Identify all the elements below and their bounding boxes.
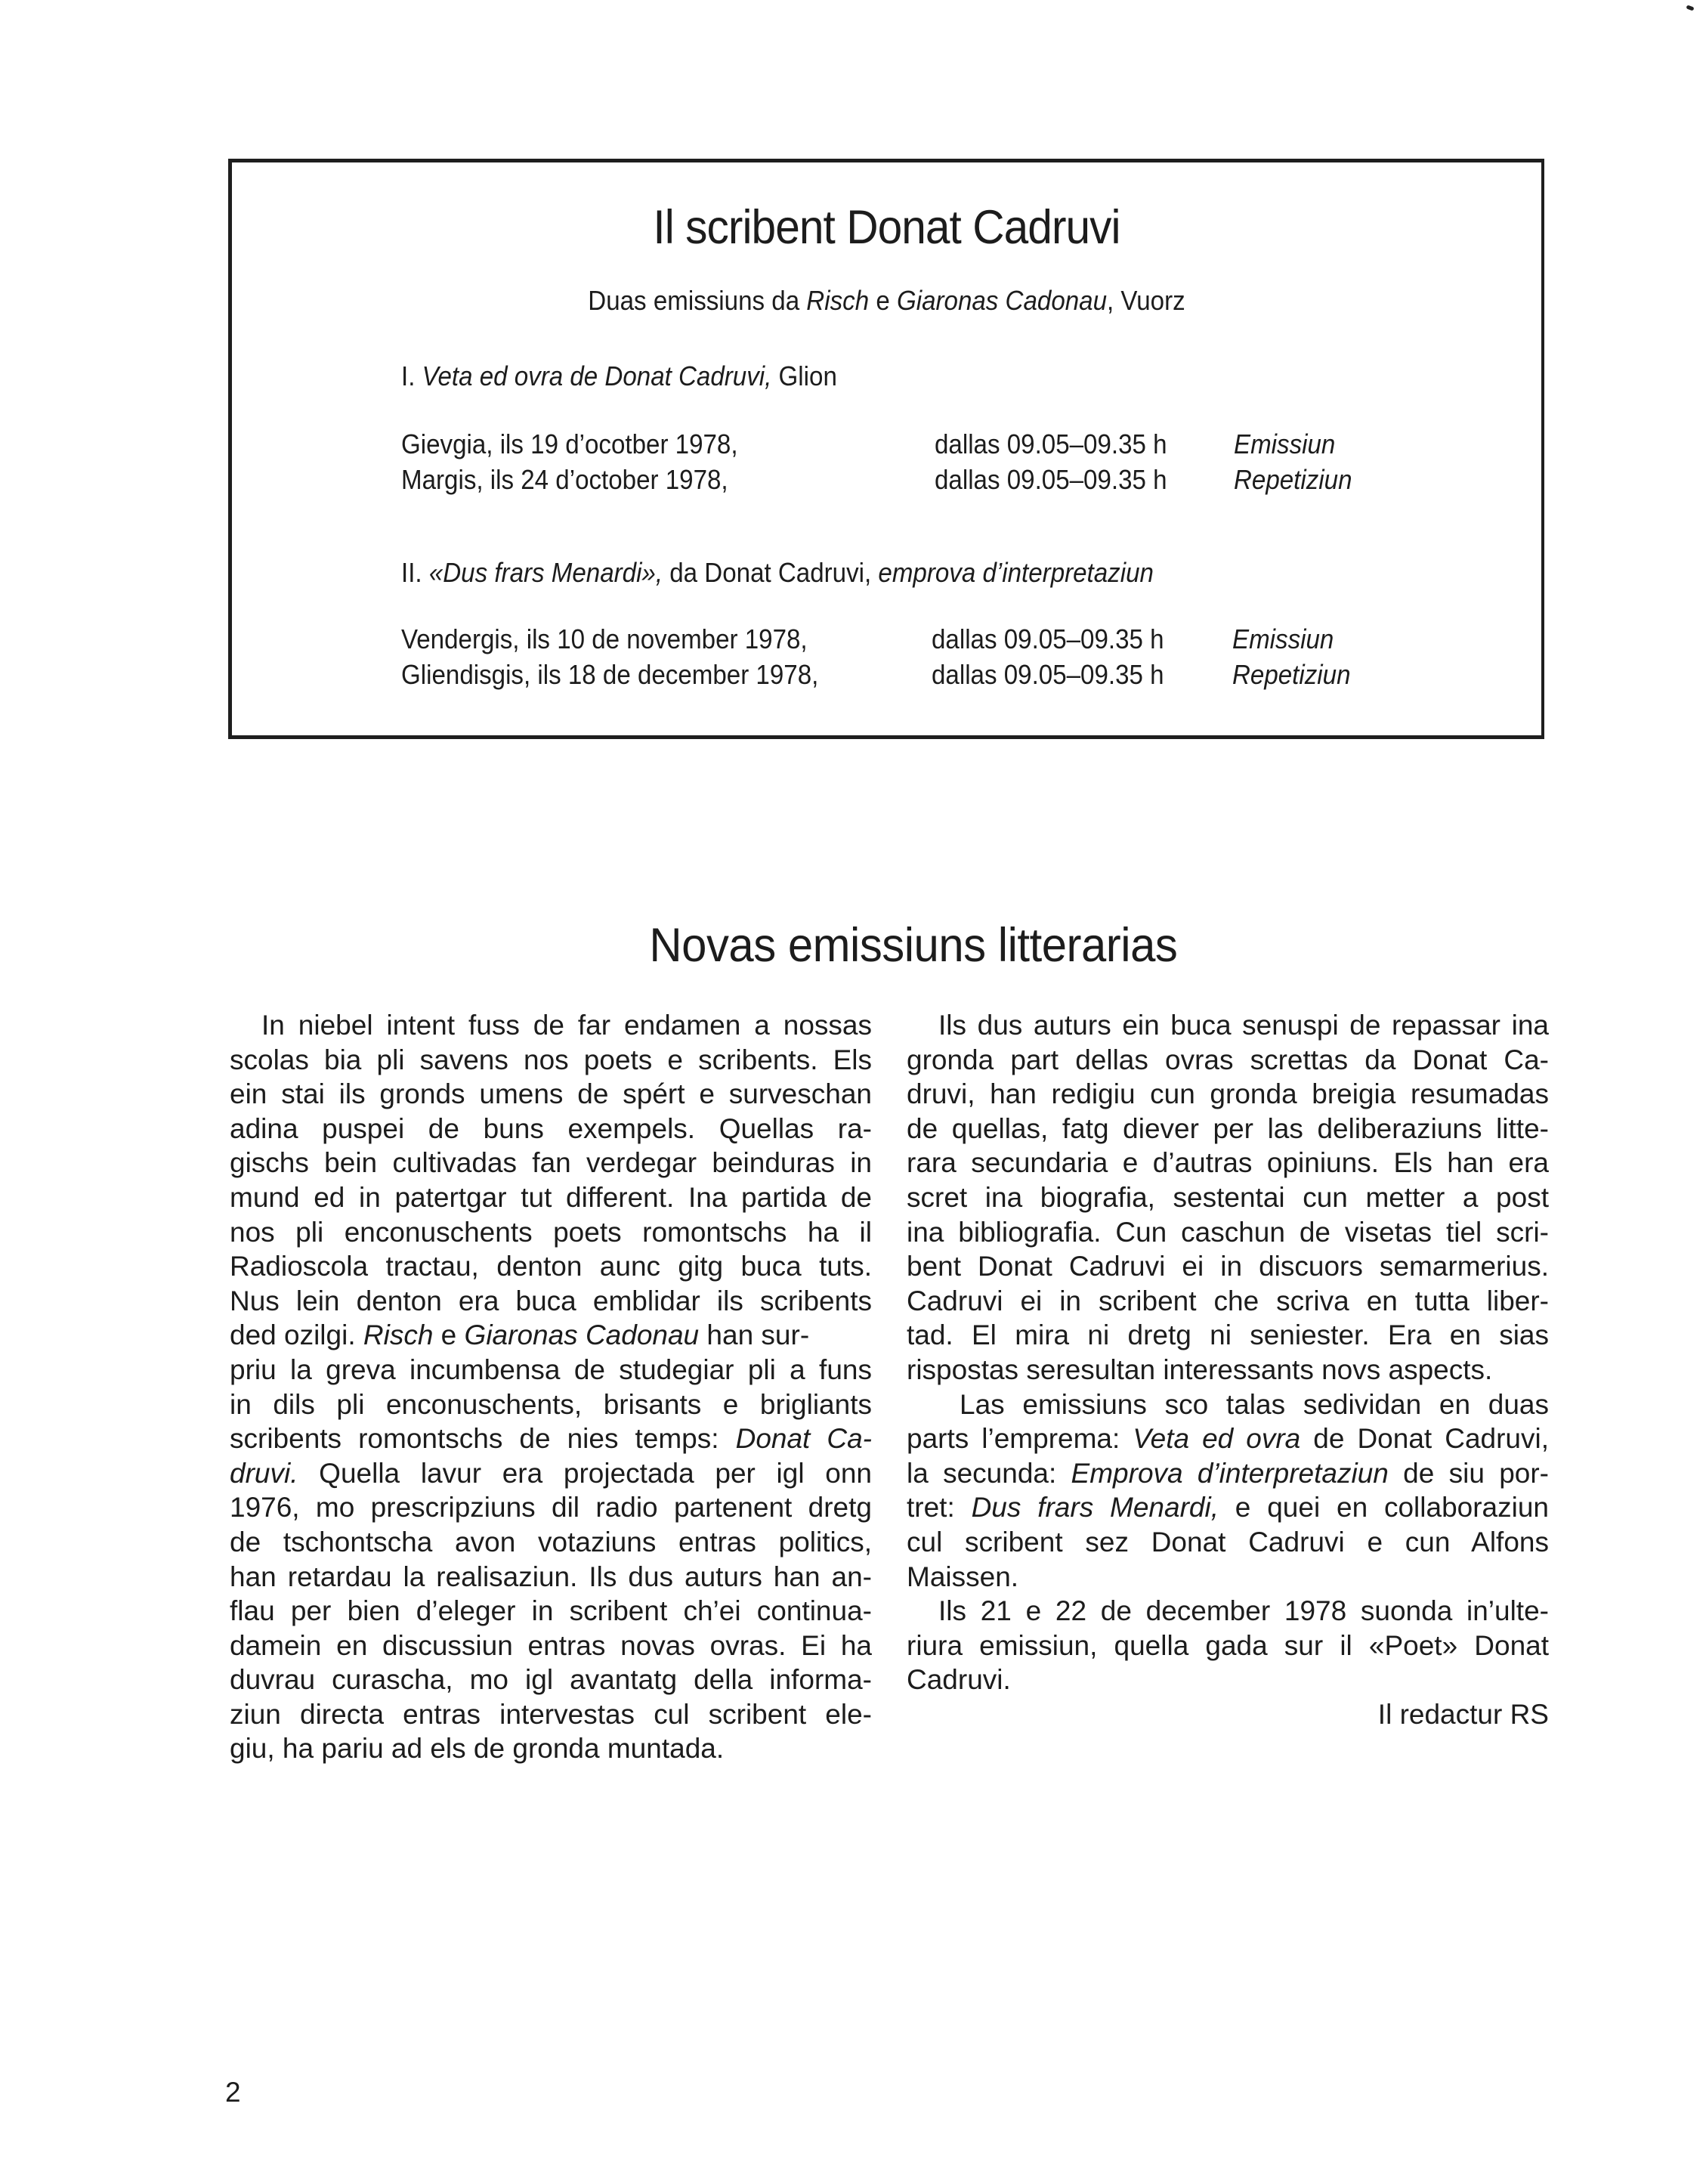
box-subtitle: [284, 285, 1488, 317]
schedule-date: Vendergis, ils 10 de november 1978,: [401, 623, 808, 654]
subtitle-author-1: Risch: [806, 285, 870, 316]
text-line: [907, 1456, 1549, 1491]
text-line: Nus lein denton era buca emblidar ils scribents: [230, 1285, 872, 1316]
text-line: gischs bein cultivadas fan verdegar beinduras in: [230, 1147, 872, 1179]
text-line: riura emissiun, quella gada sur il «Poet» Donat: [907, 1629, 1549, 1661]
text-line: 1976, mo prescripziuns dil radio partenent dretg: [230, 1492, 872, 1524]
section-2-middle: da Donat Cadruvi,: [663, 557, 879, 588]
schedule-date: Margis, ils 24 d’october 1978,: [401, 464, 728, 495]
article-heading: [0, 918, 1706, 973]
text-line: scolas bia pli savens nos poets e scribents. Els: [230, 1044, 872, 1075]
article-column-right: [907, 1008, 1549, 1731]
text-line: gronda part dellas ovras screttas da Donat Ca-: [907, 1044, 1549, 1075]
section-2-number: II.: [401, 557, 429, 588]
text-line: Ils dus auturs ein buca senuspi de repassar ina: [938, 1010, 1549, 1041]
text-line: de quellas, fatg diever per las deliberaziuns litte-: [907, 1112, 1549, 1144]
text-line: in dils pli enconuschents, brisants e brigliants: [230, 1388, 872, 1420]
text-line: de tschontscha avon votaziuns entras politics,: [230, 1526, 872, 1558]
text-run: Quella lavur era projectada per igl onn: [298, 1457, 872, 1489]
schedule-kind: Repetiziun: [1232, 659, 1351, 690]
section-2-heading: [401, 557, 1154, 589]
text-line: [230, 1421, 872, 1456]
text-line: [907, 1490, 1549, 1525]
text-run: e quei en collaboraziun: [1218, 1492, 1549, 1524]
box-title: Il scribent Donat Cadruvi: [653, 201, 1120, 254]
subtitle-conj: e: [869, 285, 897, 316]
text-line: rispostas seresultan interessants novs aspects.: [907, 1353, 1493, 1385]
italic-text: Veta ed ovra: [1133, 1423, 1301, 1455]
text-line: ziun directa entras intervestas cul scribent ele-: [230, 1698, 872, 1730]
text-line: nos pli enconuschents poets romontschs ha il: [230, 1216, 872, 1248]
italic-text: Giaronas Cadonau: [464, 1319, 700, 1351]
text-line: rara secundaria e d’autras opiniuns. Els han era: [907, 1147, 1549, 1179]
text-line: tad. El mira ni dretg ni seniester. Era en sias: [907, 1319, 1549, 1351]
text-run: de siu por-: [1388, 1457, 1549, 1489]
subtitle-prefix: Duas emissiuns da: [588, 285, 807, 316]
text-run: e: [433, 1319, 465, 1351]
article-column-left: [230, 1008, 872, 1766]
text-line: In niebel intent fuss de far endamen a nossas: [261, 1010, 872, 1041]
text-line: adina puspei de buns exempels. Quellas ra-: [230, 1112, 872, 1144]
text-line: scret ina biografia, sestentai cun metter a post: [907, 1181, 1549, 1213]
article-heading-text: Novas emissiuns litterarias: [649, 919, 1178, 972]
text-run: parts l’emprema:: [907, 1423, 1133, 1455]
text-run: scribents romontschs de nies temps:: [230, 1423, 736, 1455]
schedule-date: Gievgia, ils 19 d’ocotber 1978,: [401, 428, 738, 459]
text-line: giu, ha pariu ad els de gronda muntada.: [230, 1733, 725, 1765]
subtitle-author-2: Giaronas Cadonau: [896, 285, 1107, 316]
text-line: Cadruvi ei in scribent che scriva en tutta liber-: [907, 1285, 1549, 1316]
text-line: damein en discussiun entras novas ovras. Ei ha: [230, 1629, 872, 1661]
text-line: [230, 1318, 872, 1353]
schedule-time: dallas 09.05–09.35 h: [932, 659, 1164, 690]
italic-text: Dus frars Menardi,: [971, 1492, 1219, 1524]
schedule-date: Gliendisgis, ils 18 de december 1978,: [401, 659, 819, 690]
text-run: de Donat Cadruvi,: [1300, 1423, 1549, 1455]
text-line: Ils 21 e 22 de december 1978 suonda in’ulte-: [938, 1595, 1549, 1627]
section-2-title: «Dus frars Menardi»,: [428, 557, 663, 588]
italic-text: Risch: [363, 1319, 434, 1351]
text-line: Las emissiuns sco talas sedividan en duas: [960, 1388, 1549, 1420]
text-run: han sur-: [699, 1319, 810, 1351]
text-line: cul scribent sez Donat Cadruvi e cun Alfons: [907, 1526, 1549, 1558]
page-number: 2: [225, 2077, 241, 2108]
text-line: ina bibliografia. Cun caschun de visetas tiel scri-: [907, 1216, 1549, 1248]
schedule-time: dallas 09.05–09.35 h: [932, 623, 1164, 654]
signature: Il redactur RS: [1377, 1698, 1549, 1730]
section-1-heading: [401, 360, 837, 392]
program-box: [228, 159, 1544, 739]
section-1-number: I.: [401, 360, 422, 391]
italic-text: Donat Ca-: [735, 1423, 872, 1455]
section-1-title: Veta ed ovra de Donat Cadruvi,: [422, 360, 772, 391]
text-line: [907, 1421, 1549, 1456]
text-line: bent Donat Cadruvi ei in discuors semarmerius.: [907, 1251, 1549, 1282]
text-line: [230, 1456, 872, 1491]
schedule-kind: Emissiun: [1234, 428, 1336, 459]
schedule-time: dallas 09.05–09.35 h: [935, 464, 1167, 495]
text-line: duvrau curascha, mo igl avantatg della informa-: [230, 1664, 872, 1696]
text-line: mund ed in patertgar tut different. Ina partida de: [230, 1181, 872, 1213]
section-1-place: Glion: [771, 360, 837, 391]
subtitle-suffix: , Vuorz: [1106, 285, 1185, 316]
scan-artifact: [1686, 5, 1694, 11]
text-line: druvi, han redigiu cun gronda breigia resumadas: [907, 1078, 1549, 1110]
text-run: la secunda:: [907, 1457, 1071, 1489]
text-run: tret:: [907, 1492, 972, 1524]
text-line: han retardau la realisaziun. Ils dus auturs han an-: [230, 1561, 872, 1592]
text-line: Cadruvi.: [907, 1664, 1011, 1696]
text-line: Radioscola tractau, denton aunc gitg buca tuts.: [230, 1251, 872, 1282]
section-2-subtitle: emprova d’interpretaziun: [878, 557, 1154, 588]
text-run: ded ozilgi.: [230, 1319, 363, 1351]
text-line: flau per bien d’eleger in scribent ch’ei continua-: [230, 1595, 872, 1627]
schedule-kind: Repetiziun: [1234, 464, 1352, 495]
italic-text: druvi.: [230, 1457, 298, 1489]
text-line: Maissen.: [907, 1561, 1019, 1592]
text-line: priu la greva incumbensa de studegiar pli a funs: [230, 1353, 872, 1385]
italic-text: Emprova d’interpretaziun: [1071, 1457, 1389, 1489]
schedule-time: dallas 09.05–09.35 h: [935, 428, 1167, 459]
text-line: ein stai ils gronds umens de spért e surveschan: [230, 1078, 872, 1110]
schedule-kind: Emissiun: [1232, 623, 1334, 654]
